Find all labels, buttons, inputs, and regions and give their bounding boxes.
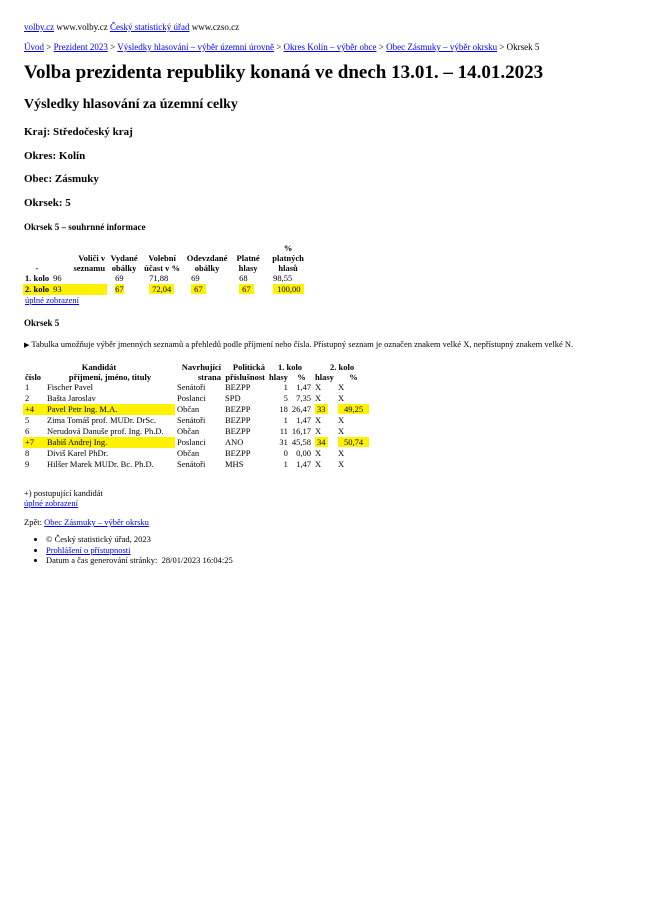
breadcrumb-uvod[interactable]: Úvod: [24, 42, 44, 52]
cand-jmeno: Hilšer Marek MUDr. Bc. Ph.D.: [47, 459, 154, 469]
breadcrumb-sep: >: [107, 42, 118, 52]
footer-copyright: • © Český statistický úřad, 2023: [46, 534, 233, 545]
back-obec-link[interactable]: Obec Zásmuky – výběr okrsku: [44, 517, 149, 527]
cand-prisl: BEZPP: [225, 415, 251, 425]
cand-jmeno: Fischer Pavel: [47, 382, 94, 392]
summary-cell: 69: [191, 273, 200, 283]
cand-hlasy2: X: [315, 382, 322, 392]
summary-col-volici: Voliči v seznamu: [73, 253, 106, 273]
volby-link[interactable]: volby.cz: [24, 22, 55, 32]
cand-head-hlasy1: hlasy: [269, 372, 288, 382]
breadcrumb: [24, 42, 539, 52]
cand-jmeno: Pavel Petr Ing. M.A.: [47, 404, 118, 414]
cand-head-kolo2: 2. kolo: [330, 362, 355, 372]
candidate-row: [23, 415, 371, 426]
cand-hlasy1: 1: [283, 415, 288, 425]
back-label: Zpět:: [24, 517, 45, 527]
cand-strana: Senátoři: [177, 415, 206, 425]
cand-hlasy1: 1: [283, 382, 288, 392]
csu-link[interactable]: Český statistický úřad: [109, 22, 190, 32]
cand-strana: Senátoři: [177, 382, 206, 392]
cand-prisl: BEZPP: [225, 426, 251, 436]
cand-pct2: X: [337, 459, 345, 469]
cand-pct1: 45,58: [291, 437, 312, 447]
breadcrumb-sep: >: [44, 42, 54, 52]
summary-col-ucast: Volební účast v %: [144, 253, 181, 273]
summary-header-row: [23, 243, 311, 273]
generated-label: Datum a čas generování stránky:: [46, 555, 158, 565]
cand-strana: Občan: [177, 404, 200, 414]
cand-cislo: 8: [25, 448, 30, 458]
cand-hlasy2: 33: [317, 404, 326, 414]
cand-head-kolo1: 1. kolo: [277, 362, 303, 372]
cand-pct2: X: [337, 393, 345, 403]
candidates-full-view-link[interactable]: úplné zobrazení: [24, 498, 79, 508]
table-note-text: Tabulka umožňuje výběr jmenných seznamů a přehledů podle příjmení nebo čísla. Přístupný seznam je označen znakem velké X, nepřístupný znakem velké N.: [31, 339, 574, 349]
cand-cislo: +7: [25, 437, 35, 447]
summary-col-pct-platnych: % platných hlasů: [272, 243, 304, 273]
cand-hlasy1: 18: [279, 404, 288, 414]
volby-url-text: www.volby.cz: [54, 22, 110, 32]
cand-hlasy1: 11: [279, 426, 288, 436]
cand-cislo: 9: [25, 459, 30, 469]
cand-hlasy1: 5: [283, 393, 288, 403]
candidate-row: [23, 437, 371, 448]
cand-head-strana: Navrhující strana: [181, 362, 221, 382]
summary-cell: 93: [51, 284, 107, 295]
breadcrumb-obec[interactable]: Obec Zásmuky – výběr okrsku: [386, 42, 498, 52]
breadcrumb-vysledky[interactable]: Výsledky hlasování – výběr územní úrovně: [117, 42, 274, 52]
generated-value: 28/01/2023 16:04:25: [161, 555, 233, 565]
cand-pct1: 26,47: [291, 404, 312, 414]
kraj-heading: Kraj: Středočeský kraj: [24, 126, 133, 138]
summary-cell: 69: [115, 273, 124, 283]
cand-pct1: 7,35: [296, 393, 312, 403]
cand-pct1: 1,47: [296, 415, 312, 425]
cand-hlasy1: 1: [283, 459, 288, 469]
summary-cell: 67: [239, 284, 254, 294]
summary-cell: 68: [239, 273, 248, 283]
cand-pct2: X: [337, 448, 345, 458]
cand-head-prisl: Politická příslušnost: [225, 362, 265, 382]
cand-pct2: 49,25: [338, 404, 369, 414]
czso-url-text: www.czso.cz: [189, 22, 240, 32]
accessibility-link[interactable]: Prohlášení o přístupnosti: [46, 544, 131, 555]
cand-jmeno: Zima Tomáš prof. MUDr. DrSc.: [47, 415, 157, 425]
cand-hlasy2: X: [315, 459, 322, 469]
cand-header-row-1: [23, 362, 371, 372]
summary-col-odevzdane: Odevzdané obálky: [186, 253, 228, 273]
cand-cislo: 1: [25, 382, 30, 392]
summary-cell: 67: [115, 284, 124, 294]
candidate-row: [23, 426, 371, 437]
cand-jmeno: Bašta Jaroslav: [47, 393, 96, 403]
candidates-table: [23, 362, 371, 470]
cand-head-hlasy2: hlasy: [315, 372, 334, 382]
disclosure-triangle-icon[interactable]: ▶: [24, 341, 30, 349]
candidate-row: [23, 404, 371, 415]
cand-pct2: X: [337, 415, 345, 425]
summary-cell: 71,88: [149, 273, 169, 283]
cand-hlasy1: 0: [283, 448, 288, 458]
summary-cell: 98,55: [273, 273, 293, 283]
cand-hlasy2: X: [315, 415, 322, 425]
cand-hlasy2: X: [315, 448, 322, 458]
cand-pct1: 1,47: [296, 382, 312, 392]
summary-cell: 72,04: [149, 284, 174, 294]
cand-pct2: X: [337, 426, 345, 436]
cand-prisl: MHS: [225, 459, 244, 469]
cand-strana: Občan: [177, 448, 200, 458]
cand-cislo: 6: [25, 426, 30, 436]
cand-head-jmeno: příjmení, jméno, tituly: [68, 372, 152, 382]
cand-hlasy2: X: [315, 393, 322, 403]
cand-prisl: BEZPP: [225, 382, 251, 392]
cand-strana: Poslanci: [177, 437, 206, 447]
cand-cislo: 2: [25, 393, 30, 403]
summary-col-vydane: Vydané obálky: [110, 253, 138, 273]
advancing-footnote: +) postupující kandidát: [24, 488, 103, 498]
okres-heading: Okres: Kolín: [24, 150, 86, 162]
cand-jmeno: Babiš Andrej Ing.: [47, 437, 108, 447]
summary-cell: 1. kolo: [25, 273, 50, 283]
summary-row-kolo2: [23, 284, 311, 295]
okrsek-heading: Okrsek: 5: [24, 197, 71, 209]
candidate-row: [23, 448, 371, 459]
cand-cislo: +4: [25, 404, 35, 414]
breadcrumb-sep: >: [376, 42, 387, 52]
footer-accessibility-item: [46, 545, 233, 556]
cand-strana: Poslanci: [177, 393, 206, 403]
cand-jmeno: Nerudová Danuše prof. Ing. Ph.D.: [47, 426, 164, 436]
page-title: Volba prezidenta republiky konaná ve dnech 13.01. – 14.01.2023: [24, 62, 544, 83]
breadcrumb-sep: >: [273, 42, 284, 52]
cand-hlasy2: 34: [317, 437, 326, 447]
summary-full-view-link[interactable]: úplné zobrazení: [25, 295, 80, 305]
obec-heading: Obec: Zásmuky: [24, 173, 99, 185]
summary-col-label: -: [35, 263, 39, 273]
cand-head-cislo: číslo: [25, 372, 42, 382]
footer-generated: [46, 555, 233, 566]
footer-list: [24, 534, 233, 566]
cand-head-pct1: %: [297, 372, 306, 382]
candidate-row: [23, 459, 371, 470]
cand-head-pct2: %: [349, 372, 358, 382]
summary-heading: Okrsek 5 – souhrnné informace: [24, 222, 146, 232]
cand-strana: Občan: [177, 426, 200, 436]
summary-cell: 67: [191, 284, 206, 294]
cand-prisl: BEZPP: [225, 448, 251, 458]
candidate-row: [23, 382, 371, 393]
cand-pct1: 16,17: [291, 426, 312, 436]
cand-hlasy1: 31: [279, 437, 288, 447]
breadcrumb-okres[interactable]: Okres Kolín – výběr obce: [283, 42, 377, 52]
breadcrumb-current: Okrsek 5: [506, 42, 540, 52]
breadcrumb-sep: >: [497, 42, 507, 52]
summary-col-platne: Platné hlasy: [236, 253, 260, 273]
cand-pct1: 1,47: [296, 459, 312, 469]
cand-jmeno: Diviš Karel PhDr.: [47, 448, 109, 458]
summary-row-kolo1: [23, 273, 311, 284]
cand-prisl: BEZPP: [225, 404, 251, 414]
summary-cell: 96: [53, 273, 62, 283]
summary-cell: 2. kolo: [25, 284, 50, 294]
cand-pct2: X: [337, 382, 345, 392]
top-links: [24, 22, 239, 32]
summary-table: [23, 243, 311, 306]
cand-pct1: 0,00: [296, 448, 312, 458]
cand-strana: Senátoři: [177, 459, 206, 469]
cand-prisl: SPD: [225, 393, 241, 403]
cand-prisl: ANO: [225, 437, 244, 447]
okrsek-candidates-heading: Okrsek 5: [24, 318, 60, 328]
breadcrumb-prezident[interactable]: Prezident 2023: [53, 42, 108, 52]
cand-head-kandidat: Kandidát: [81, 362, 117, 372]
candidate-row: [23, 393, 371, 404]
table-note: [24, 339, 624, 350]
page-subtitle: Výsledky hlasování za územní celky: [24, 97, 238, 112]
summary-cell: 100,00: [273, 284, 304, 294]
cand-hlasy2: X: [315, 426, 322, 436]
cand-pct2: 50,74: [338, 437, 369, 447]
cand-cislo: 5: [25, 415, 30, 425]
back-line: [24, 517, 149, 527]
